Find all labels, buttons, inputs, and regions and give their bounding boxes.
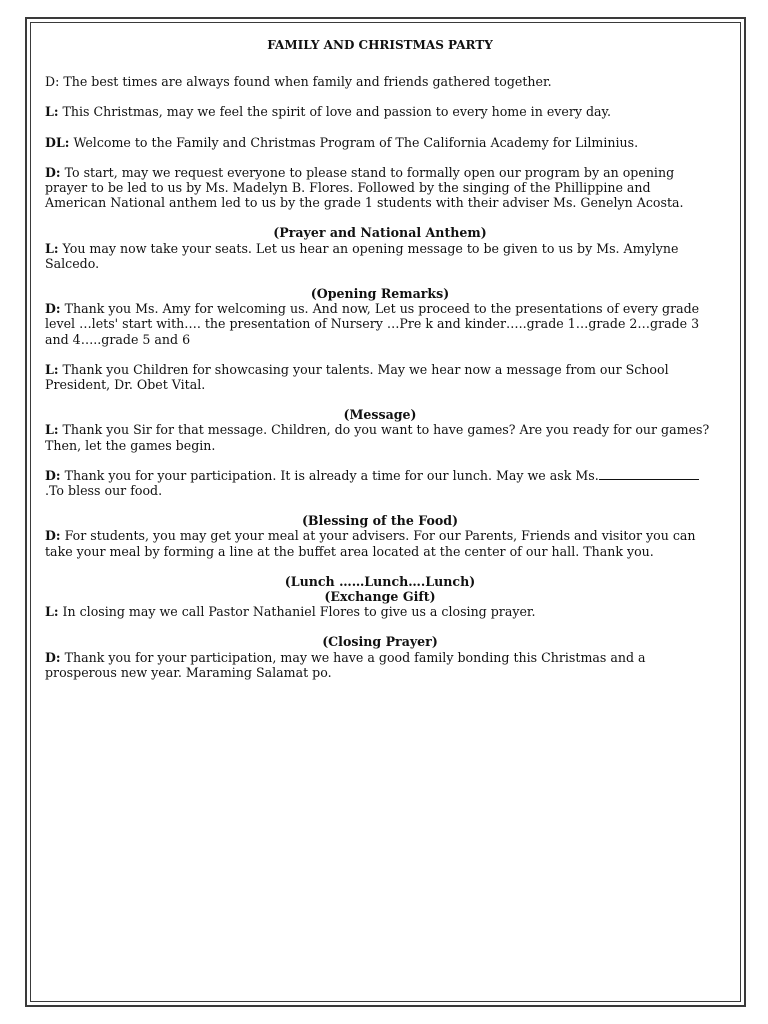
speaker-label: DL: — [45, 134, 70, 150]
document-body — [45, 38, 715, 695]
speaker-label: D: — [45, 467, 61, 483]
paragraph-7-text: Thank you Children for showcasing your talents. May we hear now a message from our School President, Dr. Obet Vital. — [45, 361, 669, 393]
paragraph-9-text-a: Thank you for your participation. It is already a time for our lunch. May we ask Ms. — [60, 467, 599, 483]
section-heading-blessing: (Blessing of the Food) — [301, 513, 459, 529]
paragraph-11-text: In closing may we call Pastor Nathaniel Flores to give us a closing prayer. — [58, 604, 536, 620]
section-heading-exchange-gift: (Exchange Gift) — [324, 589, 436, 605]
paragraph-11 — [45, 604, 715, 619]
speaker-label: L: — [45, 422, 59, 438]
speaker-label: D: — [45, 649, 61, 665]
paragraph-5 — [45, 241, 715, 271]
paragraph-3-text: Welcome to the Family and Christmas Program of The California Academy for Lilminius. — [69, 134, 639, 150]
section-heading-closing-prayer: (Closing Prayer) — [322, 634, 438, 650]
speaker-label: D: — [45, 528, 61, 544]
paragraph-4 — [45, 165, 715, 211]
speaker-label: L: — [45, 104, 59, 120]
paragraph-8 — [45, 422, 715, 452]
paragraph-5-text: You may now take your seats. Let us hear an opening message to be given to us by Ms. Amylyne Salcedo. — [45, 240, 679, 271]
paragraph-2 — [45, 104, 715, 119]
document-title: FAMILY AND CHRISTMAS PARTY — [267, 38, 493, 52]
section-heading-lunch: (Lunch ……Lunch….Lunch) — [284, 573, 476, 589]
paragraph-1 — [45, 74, 715, 89]
paragraph-7 — [45, 362, 715, 392]
speaker-label: D: — [45, 164, 61, 180]
speaker-label: L: — [45, 604, 59, 620]
speaker-label: L: — [45, 240, 59, 256]
section-heading-message: (Message) — [343, 407, 417, 423]
paragraph-12-text: Thank you for your participation, may we have a good family bonding this Christmas and a prosperous new year. Maraming Salamat po. — [45, 649, 646, 680]
paragraph-1-text: D: The best times are always found when family and friends gathered together. — [45, 74, 552, 90]
paragraph-6-text: Thank you Ms. Amy for welcoming us. And now, Let us proceed to the presentations of every grade level …lets' start with…. the presentation of Nursery …Pre k and kinder…..grade 1…grade 2…grade 3 and 4…..grade 5 and 6 — [45, 301, 700, 347]
paragraph-12 — [45, 650, 715, 680]
paragraph-8-text: Thank you Sir for that message. Children, do you want to have games? Are you ready for our games? Then, let the games begin. — [45, 422, 710, 453]
paragraph-2-text: This Christmas, may we feel the spirit of love and passion to every home in every day. — [58, 104, 611, 120]
paragraph-6 — [45, 301, 715, 347]
speaker-label: L: — [45, 361, 59, 377]
section-heading-opening-remarks: (Opening Remarks) — [310, 286, 450, 302]
speaker-label: D: — [45, 301, 61, 317]
section-heading-prayer: (Prayer and National Anthem) — [273, 225, 487, 241]
fill-in-blank — [599, 469, 699, 480]
paragraph-4-text: To start, may we request everyone to please stand to formally open our program by an opening prayer to be led to us by Ms. Madelyn B. Flores. Followed by the singing of the Phillippine and American National anthem led to us by the grade 1 students with their adviser Ms. Genelyn Acosta. — [45, 164, 684, 211]
paragraph-10-text: For students, you may get your meal at your advisers. For our Parents, Friends and visitor you can take your meal by forming a line at the buffet area located at the center of our hall. Thank you. — [45, 528, 696, 559]
paragraph-10 — [45, 528, 715, 558]
paragraph-9 — [45, 468, 715, 498]
paragraph-9-text-b: .To bless our food. — [45, 483, 163, 499]
paragraph-3 — [45, 135, 715, 150]
